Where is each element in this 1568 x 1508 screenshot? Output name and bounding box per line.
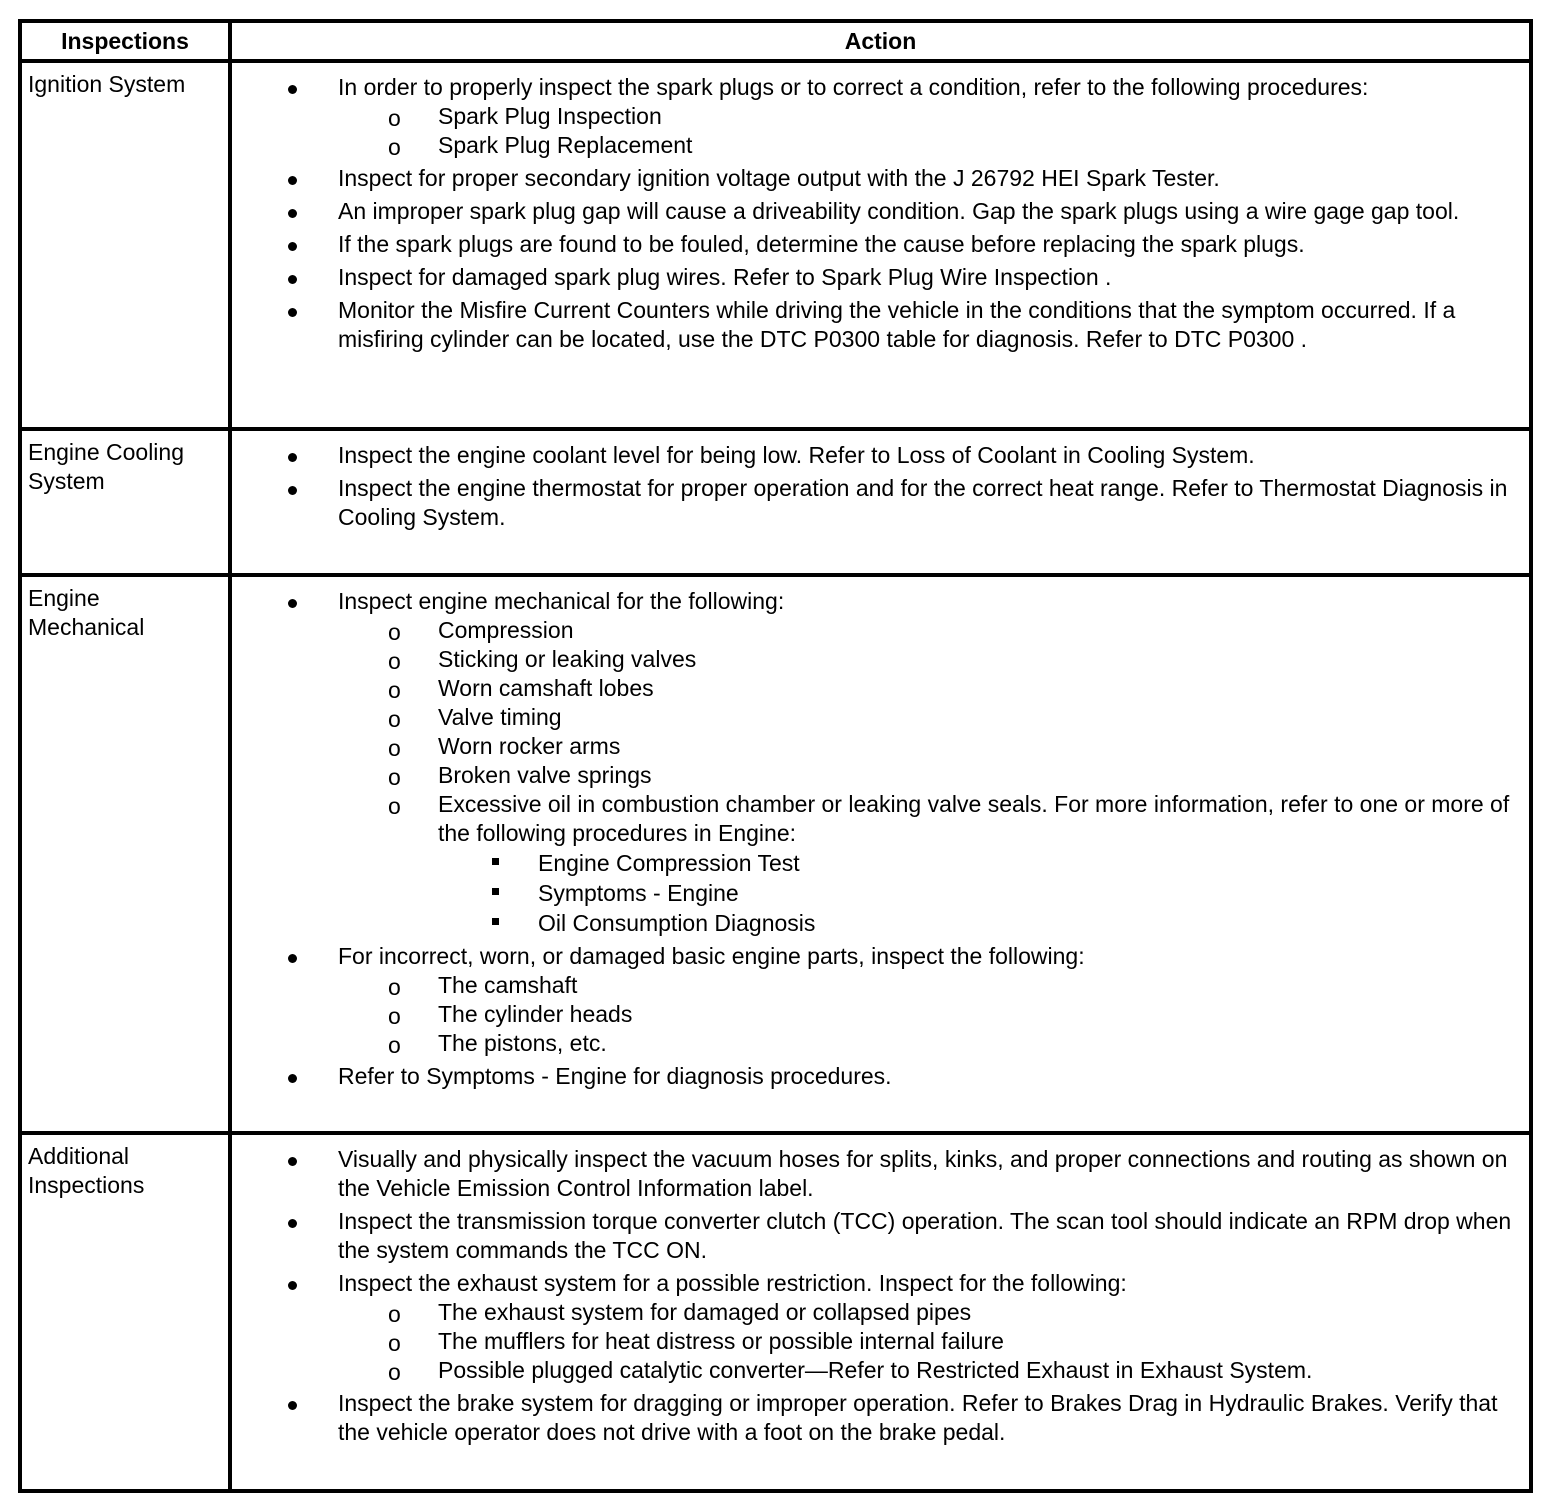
bullet-circle-icon: o — [388, 648, 401, 674]
action-text: Inspect engine mechanical for the following: — [338, 588, 785, 614]
bullet-dot-icon — [288, 1281, 297, 1290]
action-item — [232, 1389, 1513, 1447]
action-text: Monitor the Misfire Current Counters while driving the vehicle in the conditions that the symptom occurred. If a misfiring cylinder can be located, use the DTC P0300 table for diagnosis. Refer to DTC P0300 . — [338, 297, 1456, 352]
category-cell: Engine Mechanical — [20, 575, 230, 1133]
bullet-circle-icon: o — [388, 974, 401, 1000]
sub-item — [338, 703, 1513, 732]
action-item — [232, 230, 1513, 259]
bullet-circle-icon: o — [388, 735, 401, 761]
table-row — [20, 429, 1531, 575]
sub-item — [338, 1000, 1513, 1029]
action-item — [232, 73, 1513, 160]
action-list — [232, 73, 1513, 354]
bullet-square-icon — [492, 918, 499, 925]
bullet-circle-icon: o — [388, 1301, 401, 1327]
bullet-square-icon — [492, 858, 499, 865]
action-item — [232, 1207, 1513, 1265]
action-list — [232, 587, 1513, 1091]
action-list — [232, 1145, 1513, 1447]
bullet-circle-icon: o — [388, 764, 401, 790]
sub-sub-list — [438, 848, 1513, 938]
sub-item — [338, 1356, 1513, 1385]
sub-text: Possible plugged catalytic converter—Refer to Restricted Exhaust in Exhaust System. — [438, 1357, 1313, 1383]
action-list — [232, 441, 1513, 532]
sub-text: Spark Plug Inspection — [438, 103, 662, 129]
action-text: For incorrect, worn, or damaged basic engine parts, inspect the following: — [338, 943, 1085, 969]
sub-item — [338, 616, 1513, 645]
category-cell: Engine Cooling System — [20, 429, 230, 575]
sub-item — [338, 1327, 1513, 1356]
sub-text: Worn camshaft lobes — [438, 675, 654, 701]
action-item — [232, 1269, 1513, 1385]
action-cell — [230, 575, 1531, 1133]
sub-text: The pistons, etc. — [438, 1030, 607, 1056]
sub-item — [338, 732, 1513, 761]
sub-text: Broken valve springs — [438, 762, 652, 788]
action-text: Inspect the exhaust system for a possible restriction. Inspect for the following: — [338, 1270, 1127, 1296]
table-row — [20, 61, 1531, 429]
sub-sub-text: Oil Consumption Diagnosis — [538, 910, 816, 936]
bullet-dot-icon — [288, 1157, 297, 1166]
bullet-dot-icon — [288, 275, 297, 284]
header-inspections: Inspections — [20, 21, 230, 61]
header-action: Action — [230, 21, 1531, 61]
action-item — [232, 1145, 1513, 1203]
bullet-circle-icon: o — [388, 706, 401, 732]
bullet-circle-icon: o — [388, 619, 401, 645]
sub-item — [338, 790, 1513, 938]
sub-text: Sticking or leaking valves — [438, 646, 697, 672]
action-text: In order to properly inspect the spark plugs or to correct a condition, refer to the following procedures: — [338, 74, 1369, 100]
action-item — [232, 197, 1513, 226]
action-item — [232, 942, 1513, 1058]
action-text: Inspect the brake system for dragging or improper operation. Refer to Brakes Drag in Hydraulic Brakes. Verify that the vehicle operator does not drive with a foot on the brake pedal. — [338, 1390, 1498, 1445]
action-text: Inspect the engine thermostat for proper operation and for the correct heat range. Refer to Thermostat Diagnosis in Cooling System. — [338, 475, 1508, 530]
bullet-dot-icon — [288, 599, 297, 608]
action-cell — [230, 1133, 1531, 1491]
bullet-dot-icon — [288, 1401, 297, 1410]
sub-item — [338, 1029, 1513, 1058]
bullet-dot-icon — [288, 1074, 297, 1083]
bullet-square-icon — [492, 888, 499, 895]
action-cell — [230, 429, 1531, 575]
sub-item — [338, 1298, 1513, 1327]
bullet-dot-icon — [288, 242, 297, 251]
sub-item — [338, 131, 1513, 160]
sub-text: Valve timing — [438, 704, 562, 730]
sub-item — [338, 971, 1513, 1000]
sub-text: Worn rocker arms — [438, 733, 621, 759]
action-cell — [230, 61, 1531, 429]
category-cell: Additional Inspections — [20, 1133, 230, 1491]
sub-list — [338, 616, 1513, 938]
bullet-circle-icon: o — [388, 1003, 401, 1029]
action-text: Inspect for damaged spark plug wires. Refer to Spark Plug Wire Inspection . — [338, 264, 1112, 290]
bullet-dot-icon — [288, 453, 297, 462]
sub-sub-text: Engine Compression Test — [538, 850, 800, 876]
bullet-dot-icon — [288, 486, 297, 495]
sub-text: The cylinder heads — [438, 1001, 633, 1027]
action-text: Visually and physically inspect the vacuum hoses for splits, kinks, and proper connections and routing as shown on the Vehicle Emission Control Information label. — [338, 1146, 1508, 1201]
action-item — [232, 441, 1513, 470]
action-text: Inspect the engine coolant level for being low. Refer to Loss of Coolant in Cooling System. — [338, 442, 1255, 468]
sub-sub-item — [438, 878, 1513, 908]
sub-list — [338, 1298, 1513, 1385]
action-text: Refer to Symptoms - Engine for diagnosis procedures. — [338, 1063, 892, 1089]
bullet-dot-icon — [288, 1219, 297, 1228]
bullet-circle-icon: o — [388, 677, 401, 703]
bullet-circle-icon: o — [388, 1330, 401, 1356]
action-text: An improper spark plug gap will cause a driveability condition. Gap the spark plugs using a wire gage gap tool. — [338, 198, 1460, 224]
sub-item — [338, 102, 1513, 131]
sub-text: Spark Plug Replacement — [438, 132, 693, 158]
action-item — [232, 474, 1513, 532]
bullet-circle-icon: o — [388, 1359, 401, 1385]
action-text: Inspect for proper secondary ignition voltage output with the J 26792 HEI Spark Tester. — [338, 165, 1220, 191]
action-item — [232, 1062, 1513, 1091]
inspections-table — [18, 19, 1533, 1493]
sub-list — [338, 102, 1513, 160]
sub-text: The mufflers for heat distress or possible internal failure — [438, 1328, 1004, 1354]
header-row — [20, 21, 1531, 61]
sub-sub-item — [438, 908, 1513, 938]
sub-item — [338, 645, 1513, 674]
action-text: If the spark plugs are found to be fouled, determine the cause before replacing the spark plugs. — [338, 231, 1305, 257]
sub-text: The exhaust system for damaged or collapsed pipes — [438, 1299, 972, 1325]
bullet-dot-icon — [288, 308, 297, 317]
action-item — [232, 587, 1513, 938]
bullet-dot-icon — [288, 176, 297, 185]
category-cell: Ignition System — [20, 61, 230, 429]
sub-sub-item — [438, 848, 1513, 878]
sub-item — [338, 674, 1513, 703]
action-item — [232, 164, 1513, 193]
action-item — [232, 296, 1513, 354]
bullet-dot-icon — [288, 954, 297, 963]
sub-text: Compression — [438, 617, 574, 643]
bullet-circle-icon: o — [388, 793, 401, 819]
sub-sub-text: Symptoms - Engine — [538, 880, 739, 906]
action-item — [232, 263, 1513, 292]
bullet-circle-icon: o — [388, 134, 401, 160]
table-row — [20, 575, 1531, 1133]
sub-text: The camshaft — [438, 972, 578, 998]
bullet-dot-icon — [288, 85, 297, 94]
action-text: Inspect the transmission torque converter clutch (TCC) operation. The scan tool should indicate an RPM drop when the system commands the TCC ON. — [338, 1208, 1512, 1263]
bullet-dot-icon — [288, 209, 297, 218]
bullet-circle-icon: o — [388, 1032, 401, 1058]
bullet-circle-icon: o — [388, 105, 401, 131]
sub-item — [338, 761, 1513, 790]
table-row — [20, 1133, 1531, 1491]
sub-text: Excessive oil in combustion chamber or leaking valve seals. For more information, refer to one or more of the following procedures in Engine: — [438, 791, 1510, 846]
sub-list — [338, 971, 1513, 1058]
